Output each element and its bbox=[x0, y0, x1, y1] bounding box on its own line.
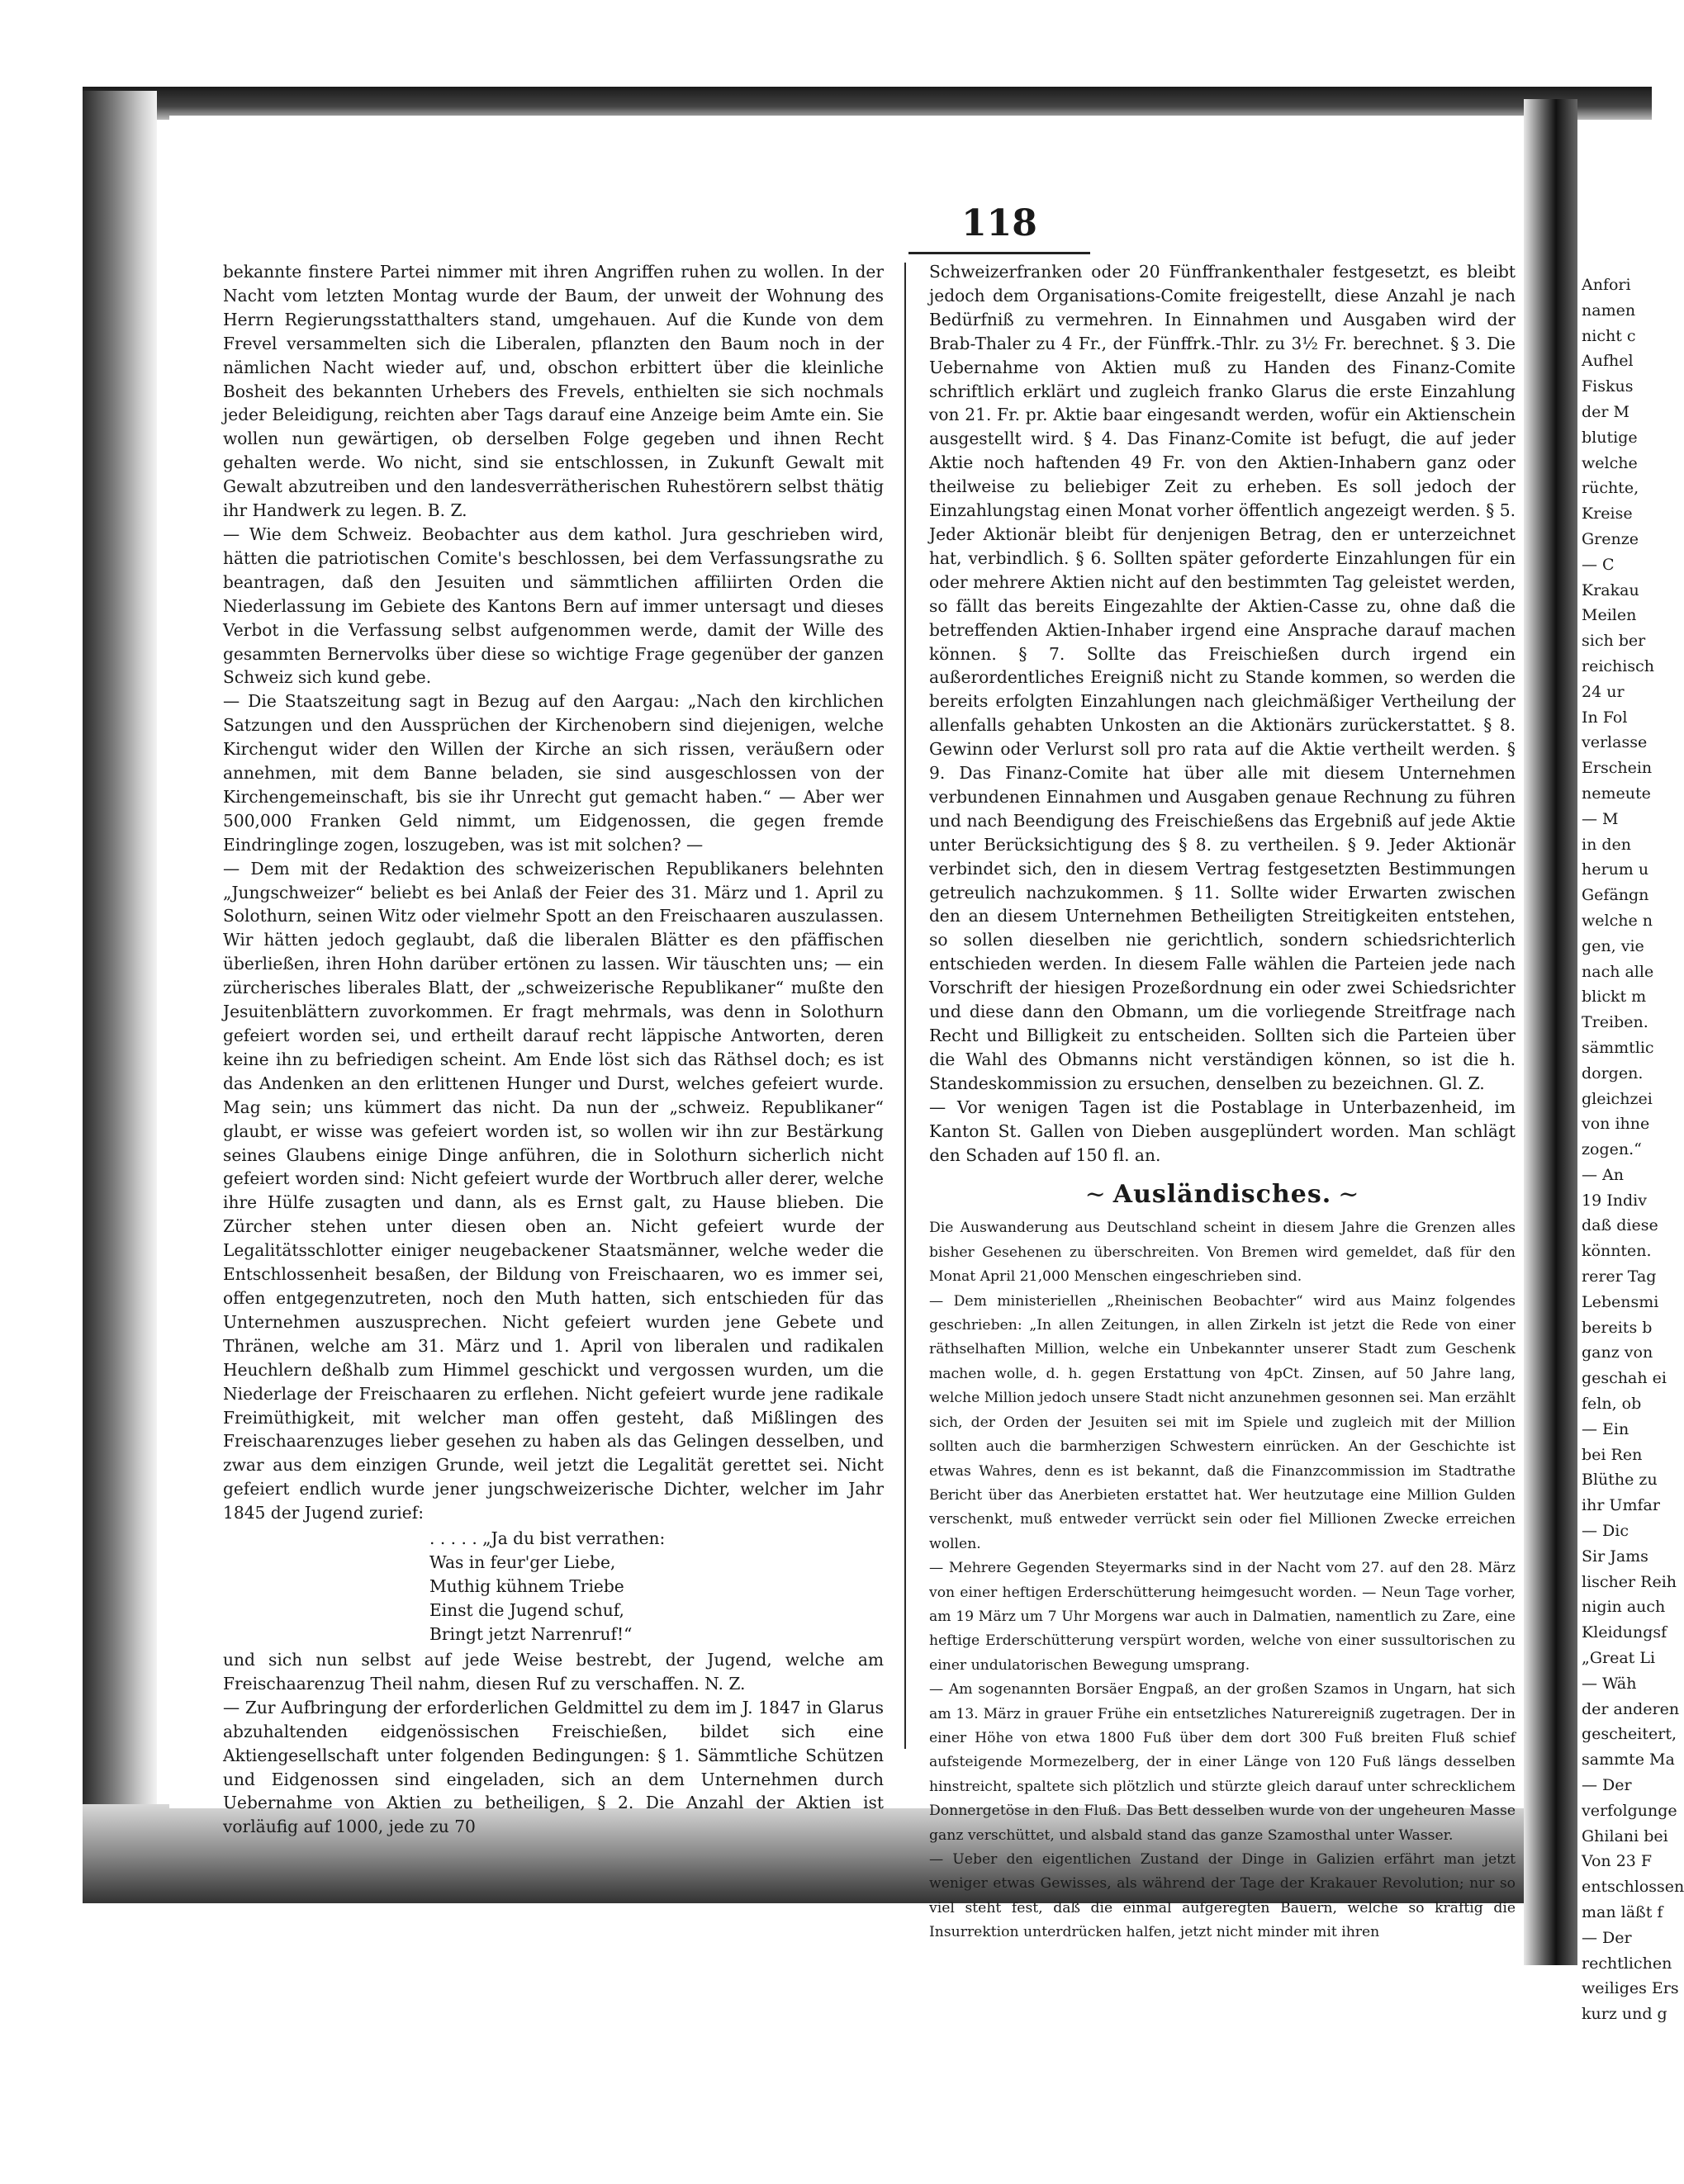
fragment-line: daß diese bbox=[1582, 1216, 1658, 1235]
article-paragraph: — Am sogenannten Borsäer Engpaß, an der großen Szamos in Ungarn, hat sich am 13. März in grauer Frühe ein entsetzliches Naturereigniß zugetragen. Der in einer Höhe von etwa 1800 Fuß über dem dort 300 Fuß breiten Fluß schief aufsteigende Mormezelberg, der in einer Länge von 120 Fuß längs desselben hinstreicht, spaltete sich plötzlich und stürzte gleich darauf unter schrecklichem Donnergetöse in den Fluß. Das Bett desselben wurde von der ungeheuren Masse ganz verschüttet, und alsbald stand das ganze Szamosthal unter Wasser. bbox=[929, 1681, 1516, 1844]
fragment-line: Gefängn bbox=[1582, 886, 1649, 905]
fragment-line: geschah ei bbox=[1582, 1369, 1667, 1388]
fragment-line: Kleidungsf bbox=[1582, 1623, 1667, 1642]
fragment-line: der M bbox=[1582, 402, 1629, 421]
scan-border-left bbox=[83, 91, 157, 1808]
article-paragraph: — Ueber den eigentlichen Zustand der Dinge in Galizien erfährt man jetzt weniger etwas Gewisses, als während der Tage der Krakauer Revolution; nur so viel steht fest, daß die einmal aufgeregten Bauern, welche so kräftig die Insurrektion unterdrücken halfen, jetzt nicht minder mit ihren bbox=[929, 1851, 1516, 1941]
fragment-line: sammte Ma bbox=[1582, 1751, 1675, 1769]
fragment-line: 19 Indiv bbox=[1582, 1191, 1647, 1210]
fragment-line: Krakau bbox=[1582, 580, 1639, 599]
fragment-line: verfolgunge bbox=[1582, 1801, 1677, 1820]
fragment-line: nach alle bbox=[1582, 962, 1654, 981]
article-paragraph: — Vor wenigen Tagen ist die Postablage in Unterbazenheid, im Kanton St. Gallen von Dieben ausgeplündert worden. Man schlägt den Schaden auf 150 fl. an. bbox=[929, 1097, 1516, 1165]
ornament-icon: ~ bbox=[1084, 1180, 1107, 1210]
fragment-line: kurz und g bbox=[1582, 2005, 1667, 2024]
poem-line: Muthig kühnem Triebe bbox=[429, 1576, 624, 1597]
fragment-line: gescheitert, bbox=[1582, 1725, 1677, 1744]
fragment-line: rüchte, bbox=[1582, 479, 1639, 498]
fragment-line: Fiskus bbox=[1582, 377, 1634, 396]
poem-line: Bringt jetzt Narrenruf!“ bbox=[429, 1624, 633, 1645]
fragment-line: feln, ob bbox=[1582, 1395, 1642, 1414]
book-spine-gutter bbox=[1524, 99, 1577, 1965]
fragment-line: — An bbox=[1582, 1165, 1624, 1184]
fragment-line: — Ein bbox=[1582, 1419, 1629, 1438]
fragment-line: Anfori bbox=[1582, 276, 1631, 294]
fragment-line: namen bbox=[1582, 301, 1636, 320]
fragment-line: rechtlichen bbox=[1582, 1954, 1672, 1973]
article-paragraph: Die Auswanderung aus Deutschland scheint in diesem Jahre die Grenzen alles bisher Gesehenen zu überschreiten. Von Bremen wird gemeldet, daß für den Monat April 21,000 Menschen eingeschrieben sind. bbox=[929, 1220, 1516, 1286]
ornament-icon: ~ bbox=[1338, 1180, 1360, 1210]
fragment-line: Ghilani bei bbox=[1582, 1826, 1668, 1845]
fragment-line: könnten. bbox=[1582, 1242, 1652, 1261]
fragment-line: — C bbox=[1582, 555, 1615, 574]
fragment-line: — Der bbox=[1582, 1928, 1632, 1947]
fragment-line: lischer Reih bbox=[1582, 1572, 1677, 1591]
fragment-line: weiliges Ers bbox=[1582, 1979, 1679, 1998]
poem-line: Einst die Jugend schuf, bbox=[429, 1600, 624, 1621]
section-heading bbox=[929, 1178, 1516, 1211]
fragment-line: bei Ren bbox=[1582, 1445, 1643, 1464]
fragment-line: welche bbox=[1582, 453, 1638, 472]
fragment-line: Von 23 F bbox=[1582, 1852, 1653, 1871]
fragment-line: entschlossen bbox=[1582, 1878, 1684, 1897]
fragment-line: herum u bbox=[1582, 860, 1649, 879]
fragment-line: nicht c bbox=[1582, 326, 1636, 345]
poem-line: Was in feur'ger Liebe, bbox=[429, 1552, 616, 1573]
fragment-line: nemeute bbox=[1582, 784, 1651, 803]
fragment-line: Meilen bbox=[1582, 606, 1637, 625]
next-page-fragment bbox=[1582, 272, 1684, 2024]
fragment-line: dorgen. bbox=[1582, 1064, 1644, 1083]
fragment-line: 24 ur bbox=[1582, 682, 1625, 701]
fragment-line: Blüthe zu bbox=[1582, 1471, 1658, 1490]
fragment-line: sämmtlic bbox=[1582, 1038, 1654, 1057]
fragment-line: von ihne bbox=[1582, 1115, 1650, 1134]
middle-column bbox=[929, 260, 1516, 1941]
article-paragraph: Schweizerfranken oder 20 Fünffrankenthaler festgesetzt, es bleibt jedoch dem Organisations-Comite freigestellt, diese Anzahl je nach Bedürfniß zu vermehren. In Einnahmen und Ausgaben wird der Brab-Thaler zu 4 Fr., der Fünffrk.-Thlr. zu 3½ Fr. berechnet. § 3. Die Uebernahme von Aktien muß zu Handen des Finanz-Comite schriftlich erklärt und zugleich franko Glarus die erste Einzahlung von 21. Fr. pr. Aktie baar eingesandt werden, wofür ein Aktienschein ausgestellt wird. § 4. Das Finanz-Comite ist befugt, die auf jeder Aktie noch haftenden 49 Fr. von den Aktien-Inhabern ganz oder theilweise zu beliebiger Zeit zu erheben. Es soll jedoch der Einzahlungstag einen Monat vorher öffentlich angezeigt werden. § 5. Jeder Aktionär bleibt für denjenigen Betrag, den er unterzeichnet hat, verbindlich. § 6. Sollten später geforderte Einzahlungen für ein oder mehrere Aktien nicht auf den bestimmten Tag geleistet werden, so fällt das bereits Eingezahlte der Aktien-Casse zu, ohne daß die betreffenden Aktien-Inhaber irgend eine Ansprache darauf machen können. § 7. Sollte das Freischießen durch irgend ein außerordentliches Ereigniß nicht zu Stande kommen, so werden die bereits erfolgten Einzahlungen nach gleichmäßiger Vertheilung der allenfalls gehabten Unkosten an die Aktionärs zurückerstattet. § 8. Gewinn oder Verlurst soll pro rata auf die Aktie vertheilt werden. § 9. Das Finanz-Comite hat über alle mit diesem Unternehmen verbundenen Einnahmen und Ausgaben genaue Rechnung zu führen und nach Beendigung des Freischießens das Ergebniß auf jede Aktie unter Berücksichtigung des § 8. zu vertheilen. § 9. Jeder Aktionär verbindet sich, den in diesem Vertrag festgesetzten Bestimmungen getreulich nachzukommen. § 11. Sollte wider Erwarten zwischen den an diesem Unternehmen Betheiligten Streitigkeiten entstehen, so sollen dieselben nie gerichtlich, sondern schiedsrichterlich entschieden werden. In diesem Falle wählen die Parteien jede nach Vorschrift der hiesigen Prozeßordnung ein oder zwei Schiedsrichter und diese dann den Obmann, um die vorliegende Streitfrage nach Recht und Billigkeit zu entscheiden. Sollten sich die Parteien über die Wahl des Obmanns nicht verständigen können, so ist die h. Standeskommission zu ersuchen, denselben zu bezeichnen. Gl. Z. bbox=[929, 262, 1516, 1093]
left-column bbox=[223, 260, 884, 1837]
fragment-line: Grenze bbox=[1582, 529, 1639, 548]
poem-line: . . . . . „Ja du bist verrathen: bbox=[429, 1528, 666, 1549]
fragment-line: — Wäh bbox=[1582, 1674, 1637, 1693]
fragment-line: — Dic bbox=[1582, 1522, 1629, 1541]
fragment-line: Kreise bbox=[1582, 505, 1633, 523]
fragment-line: in den bbox=[1582, 835, 1631, 854]
fragment-line: nigin auch bbox=[1582, 1598, 1666, 1617]
section-heading-text: Ausländisches. bbox=[1112, 1180, 1332, 1210]
article-paragraph: und sich nun selbst auf jede Weise bestrebt, der Jugend, welche am Freischaarenzug Theil nahm, diesen Ruf zu verschaffen. N. Z. bbox=[223, 1650, 884, 1694]
column-divider bbox=[904, 263, 906, 1749]
fragment-line: — M bbox=[1582, 809, 1619, 828]
fragment-line: ganz von bbox=[1582, 1343, 1653, 1362]
fragment-line: blutige bbox=[1582, 428, 1638, 447]
fragment-line: der anderen bbox=[1582, 1699, 1680, 1718]
fragment-line: Aufhel bbox=[1582, 352, 1634, 371]
fragment-line: Erschein bbox=[1582, 759, 1653, 778]
article-paragraph: — Mehrere Gegenden Steyermarks sind in der Nacht vom 27. auf den 28. März von einer heftigen Erderschütterung heimgesucht worden. — Neun Tage vorher, am 19 März um 7 Uhr Morgens war auch in Dalmatien, namentlich zu Zare, eine heftige Erderschütterung verspürt worden, welche von einer sussultorischen zu einer undulatorischen Bewegung umsprang. bbox=[929, 1560, 1516, 1674]
scan-border-top bbox=[83, 87, 1652, 120]
fragment-line: ihr Umfar bbox=[1582, 1496, 1660, 1515]
newspaper-page bbox=[169, 116, 1532, 1941]
article-paragraph: bekannte finstere Partei nimmer mit ihren Angriffen ruhen zu wollen. In der Nacht vom letzten Montag wurde der Baum, der unweit der Wohnung des Herrn Regierungsstatthalters stand, umgehauen. Auf die Kunde von dem Frevel versammelten sich die Liberalen, pflanzten den Baum noch in der nämlichen Nacht wieder auf, und, obschon erbittert über die kleinliche Bosheit des bekannten Urhebers des Frevels, enthielten sie sich nochmals jeder Beleidigung, reichten aber Tags darauf eine Anzeige beim Amte ein. Sie wollen nun gewärtigen, ob derselben Folge gegeben und ihnen Recht gehalten werde. Wo nicht, sind sie entschlossen, in Zukunft Gewalt mit Gewalt abzutreiben und den landesverrätherischen Ruhestörern selbst thätig ihr Handwerk zu legen. B. Z. bbox=[223, 262, 884, 521]
fragment-line: welche n bbox=[1582, 911, 1653, 930]
fragment-line: gen, vie bbox=[1582, 936, 1644, 955]
page-number: 118 bbox=[961, 202, 1037, 244]
fragment-line: blickt m bbox=[1582, 988, 1647, 1007]
article-paragraph: — Dem mit der Redaktion des schweizerischen Republikaners belehnten „Jungschweizer“ beliebt es bei Anlaß der Feier des 31. März und 1. April zu Solothurn, seinen Witz oder vielmehr Spott an den Freischaaren auszulassen. Wir hätten jedoch geglaubt, daß die liberalen Blätter es den pfäffischen überließen, ihren Hohn darüber ertönen zu lassen. Wir täuschten uns; — ein zürcherisches liberales Blatt, der „schweizerische Republikaner“ mußte den Jesuitenblättern zuvorkommen. Er fragt mehrmals, was denn in Solothurn gefeiert worden sei, und ertheilt darauf recht läppische Antworten, deren keine ihn zu befriedigen scheint. Am Ende löst sich das Räthsel doch; es ist das Andenken an den erlittenen Hunger und Durst, welches gefeiert wurde. Mag sein; uns kümmert das nicht. Da nun der „schweiz. Republikaner“ glaubt, er wisse was gefeiert worden ist, so wollen wir ihn zur Bestärkung seines Glaubens einige Dinge anführen, die in Solothurn sicherlich nicht gefeiert worden sind: Nicht gefeiert wurde der Wortbruch aller derer, welche ihre Hülfe zusagten und dann, als es Ernst galt, zu Hause blieben. Die Zürcher stehen unter diesen oben an. Nicht gefeiert wurde der Legalitätsschlotter einiger neugebackener Staatsmänner, welche weder die Entschlossenheit besaßen, der Bildung von Freischaaren, wo es immer sei, offen entgegenzutreten, noch den Muth hatten, sich entschieden für das Unternehmen auszusprechen. Nicht gefeiert wurden jene Gebete und Thränen, welche am 31. März und 1. April von liberalen und radikalen Heuchlern deßhalb zum Himmel geschickt und vergossen wurden, um die Niederlage der Freischaaren zu erflehen. Nicht gefeiert wurde jene radikale Freimüthigkeit, mit welcher man offen gesteht, daß Mißlingen des Freischaarenzuges lieber gesehen zu haben als das Gelingen desselben, und zwar aus dem einzigen Grunde, weil jetzt die Legalität gerettet sei. Nicht gefeiert endlich wurde jener jungschweizerische Dichter, welcher im Jahr 1845 der Jugend zurief: bbox=[223, 858, 884, 1523]
page-number-rule bbox=[908, 252, 1090, 254]
article-paragraph: — Wie dem Schweiz. Beobachter aus dem kathol. Jura geschrieben wird, hätten die patriotischen Comite's beschlossen, bei dem Verfassungsrathe zu beantragen, daß den Jesuiten und sämmtlichen affiliirten Orden die Niederlassung im Gebiete des Kantons Bern auf immer untersagt und dieses Verbot in die Verfassung selbst aufgenommen werde, damit der Wille des gesammten Bernervolks über diese so wichtige Frage gegenüber der ganzen Schweiz sich kund gebe. bbox=[223, 523, 884, 688]
fragment-line: In Fol bbox=[1582, 708, 1628, 727]
article-paragraph: — Die Staatszeitung sagt in Bezug auf den Aargau: „Nach den kirchlichen Satzungen und den Aussprüchen der Kirchenobern sind diejenigen, welche Kirchengut wider den Willen der Kirche an sich rissen, veräußern oder annehmen, mit dem Banne beladen, sie sind ausgeschlossen von der Kirchengemeinschaft, bis sie ihr Unrecht gut gemacht haben.“ — Aber wer 500,000 Franken Geld nimmt, um Eidgenossen, die gegen fremde Eindringlinge zogen, loszugeben, was ist mit solchen? — bbox=[223, 691, 884, 855]
poem-quote bbox=[429, 1527, 884, 1646]
fragment-line: Sir Jams bbox=[1582, 1547, 1648, 1566]
article-paragraph: — Zur Aufbringung der erforderlichen Geldmittel zu dem im J. 1847 in Glarus abzuhaltenden eidgenössischen Freischießen, bildet sich eine Aktiengesellschaft unter folgenden Bedingungen: § 1. Sämmtliche Schützen und Eidgenossen sind eingeladen, sich an dem Unternehmen durch Uebernahme von Aktien zu betheiligen, § 2. Die Anzahl der Aktien ist vorläufig auf 1000, jede zu 70 bbox=[223, 1697, 884, 1837]
fragment-line: verlasse bbox=[1582, 733, 1648, 752]
fragment-line: zogen.“ bbox=[1582, 1140, 1642, 1159]
fragment-line: Lebensmi bbox=[1582, 1292, 1659, 1311]
fragment-line: man läßt f bbox=[1582, 1903, 1663, 1921]
fragment-line: „Great Li bbox=[1582, 1649, 1656, 1668]
fragment-line: bereits b bbox=[1582, 1318, 1653, 1337]
fragment-line: rerer Tag bbox=[1582, 1267, 1657, 1286]
fragment-line: Treiben. bbox=[1582, 1013, 1648, 1032]
fragment-line: sich ber bbox=[1582, 632, 1646, 651]
article-paragraph: — Dem ministeriellen „Rheinischen Beobachter“ wird aus Mainz folgendes geschrieben: „In allen Zeitungen, in allen Zirkeln ist jetzt die Rede von einer räthselhaften Million, welche ein Unbekannter unserer Stadt zum Geschenk machen wolle, d. h. gegen Erstattung von 4pCt. Zinsen, auf 50 Jahre lang, welche Million jedoch unsere Stadt nicht anzunehmen gesonnen sei. Man erzählt sich, der Orden der Jesuiten sei mit im Spiele und zugleich mit der Million sollten auch die barmherzigen Schwestern einrücken. An der Geschichte ist etwas Wahres, denn es ist bekannt, daß die Finanzcommission im Stadtrathe Bericht über das Anerbieten erstattet hat. Wer heutzutage eine Million Gulden verschenkt, muß entweder verrückt sein oder fiel Millionen Zwecke erreichen wollen. bbox=[929, 1292, 1516, 1552]
fragment-line: — Der bbox=[1582, 1776, 1632, 1795]
fragment-line: reichisch bbox=[1582, 656, 1654, 675]
fragment-line: gleichzei bbox=[1582, 1089, 1653, 1108]
